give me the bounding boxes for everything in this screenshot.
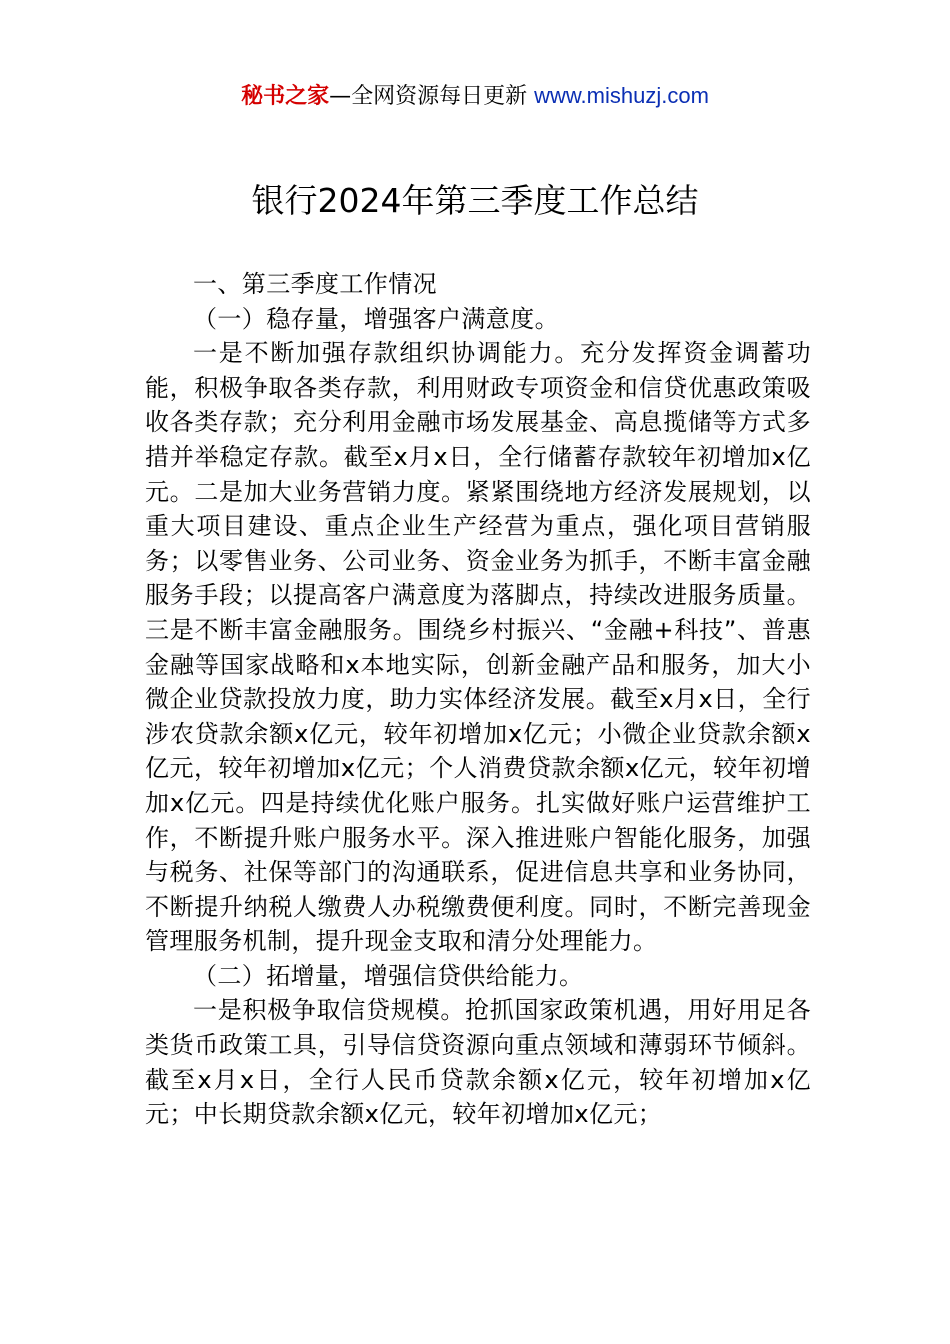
body-paragraph: 一是积极争取信贷规模。抢抓国家政策机遇，用好用足各类货币政策工具，引导信贷资源向重点领域和薄弱环节倾斜。截至x月x日，全行人民币贷款余额x亿元，较年初增加x亿元；中长期贷款余额x亿元，较年初增加x亿元； (145, 996, 811, 1129)
subsection-heading: （二）拓增量，增强信贷供给能力。 (193, 961, 584, 990)
document-body (145, 267, 811, 1132)
section-heading: 一、第三季度工作情况 (193, 270, 437, 298)
site-url-link[interactable]: www.mishuzj.com (534, 83, 709, 108)
subsection-heading: （一）稳存量，增强客户满意度。 (193, 304, 559, 333)
header-tagline: —全网资源每日更新 (329, 84, 535, 109)
body-paragraph: 一是不断加强存款组织协调能力。充分发挥资金调蓄功能，积极争取各类存款，利用财政专项资金和信贷优惠政策吸收各类存款；充分利用金融市场发展基金、高息揽储等方式多措并举稳定存款。截至x月x日，全行储蓄存款较年初增加x亿元。二是加大业务营销力度。紧紧围绕地方经济发展规划，以重大项目建设、重点企业生产经营为重点，强化项目营销服务；以零售业务、公司业务、资金业务为抓手，不断丰富金融服务手段；以提高客户满意度为落脚点，持续改进服务质量。三是不断丰富金融服务。围绕乡村振兴、“金融+科技”、普惠金融等国家战略和x本地实际，创新金融产品和服务，加大小微企业贷款投放力度，助力实体经济发展。截至x月x日，全行涉农贷款余额x亿元，较年初增加x亿元；小微企业贷款余额x亿元，较年初增加x亿元；个人消费贷款余额x亿元，较年初增加x亿元。四是持续优化账户服务。扎实做好账户运营维护工作，不断提升账户服务水平。深入推进账户智能化服务，加强与税务、社保等部门的沟通联系，促进信息共享和业务协同，不断提升纳税人缴费人办税缴费便利度。同时，不断完善现金管理服务机制，提升现金支取和清分处理能力。 (145, 339, 811, 956)
brand-name: 秘书之家 (241, 84, 330, 109)
document-title: 银行2024年第三季度工作总结 (251, 181, 699, 220)
site-header (0, 80, 950, 113)
